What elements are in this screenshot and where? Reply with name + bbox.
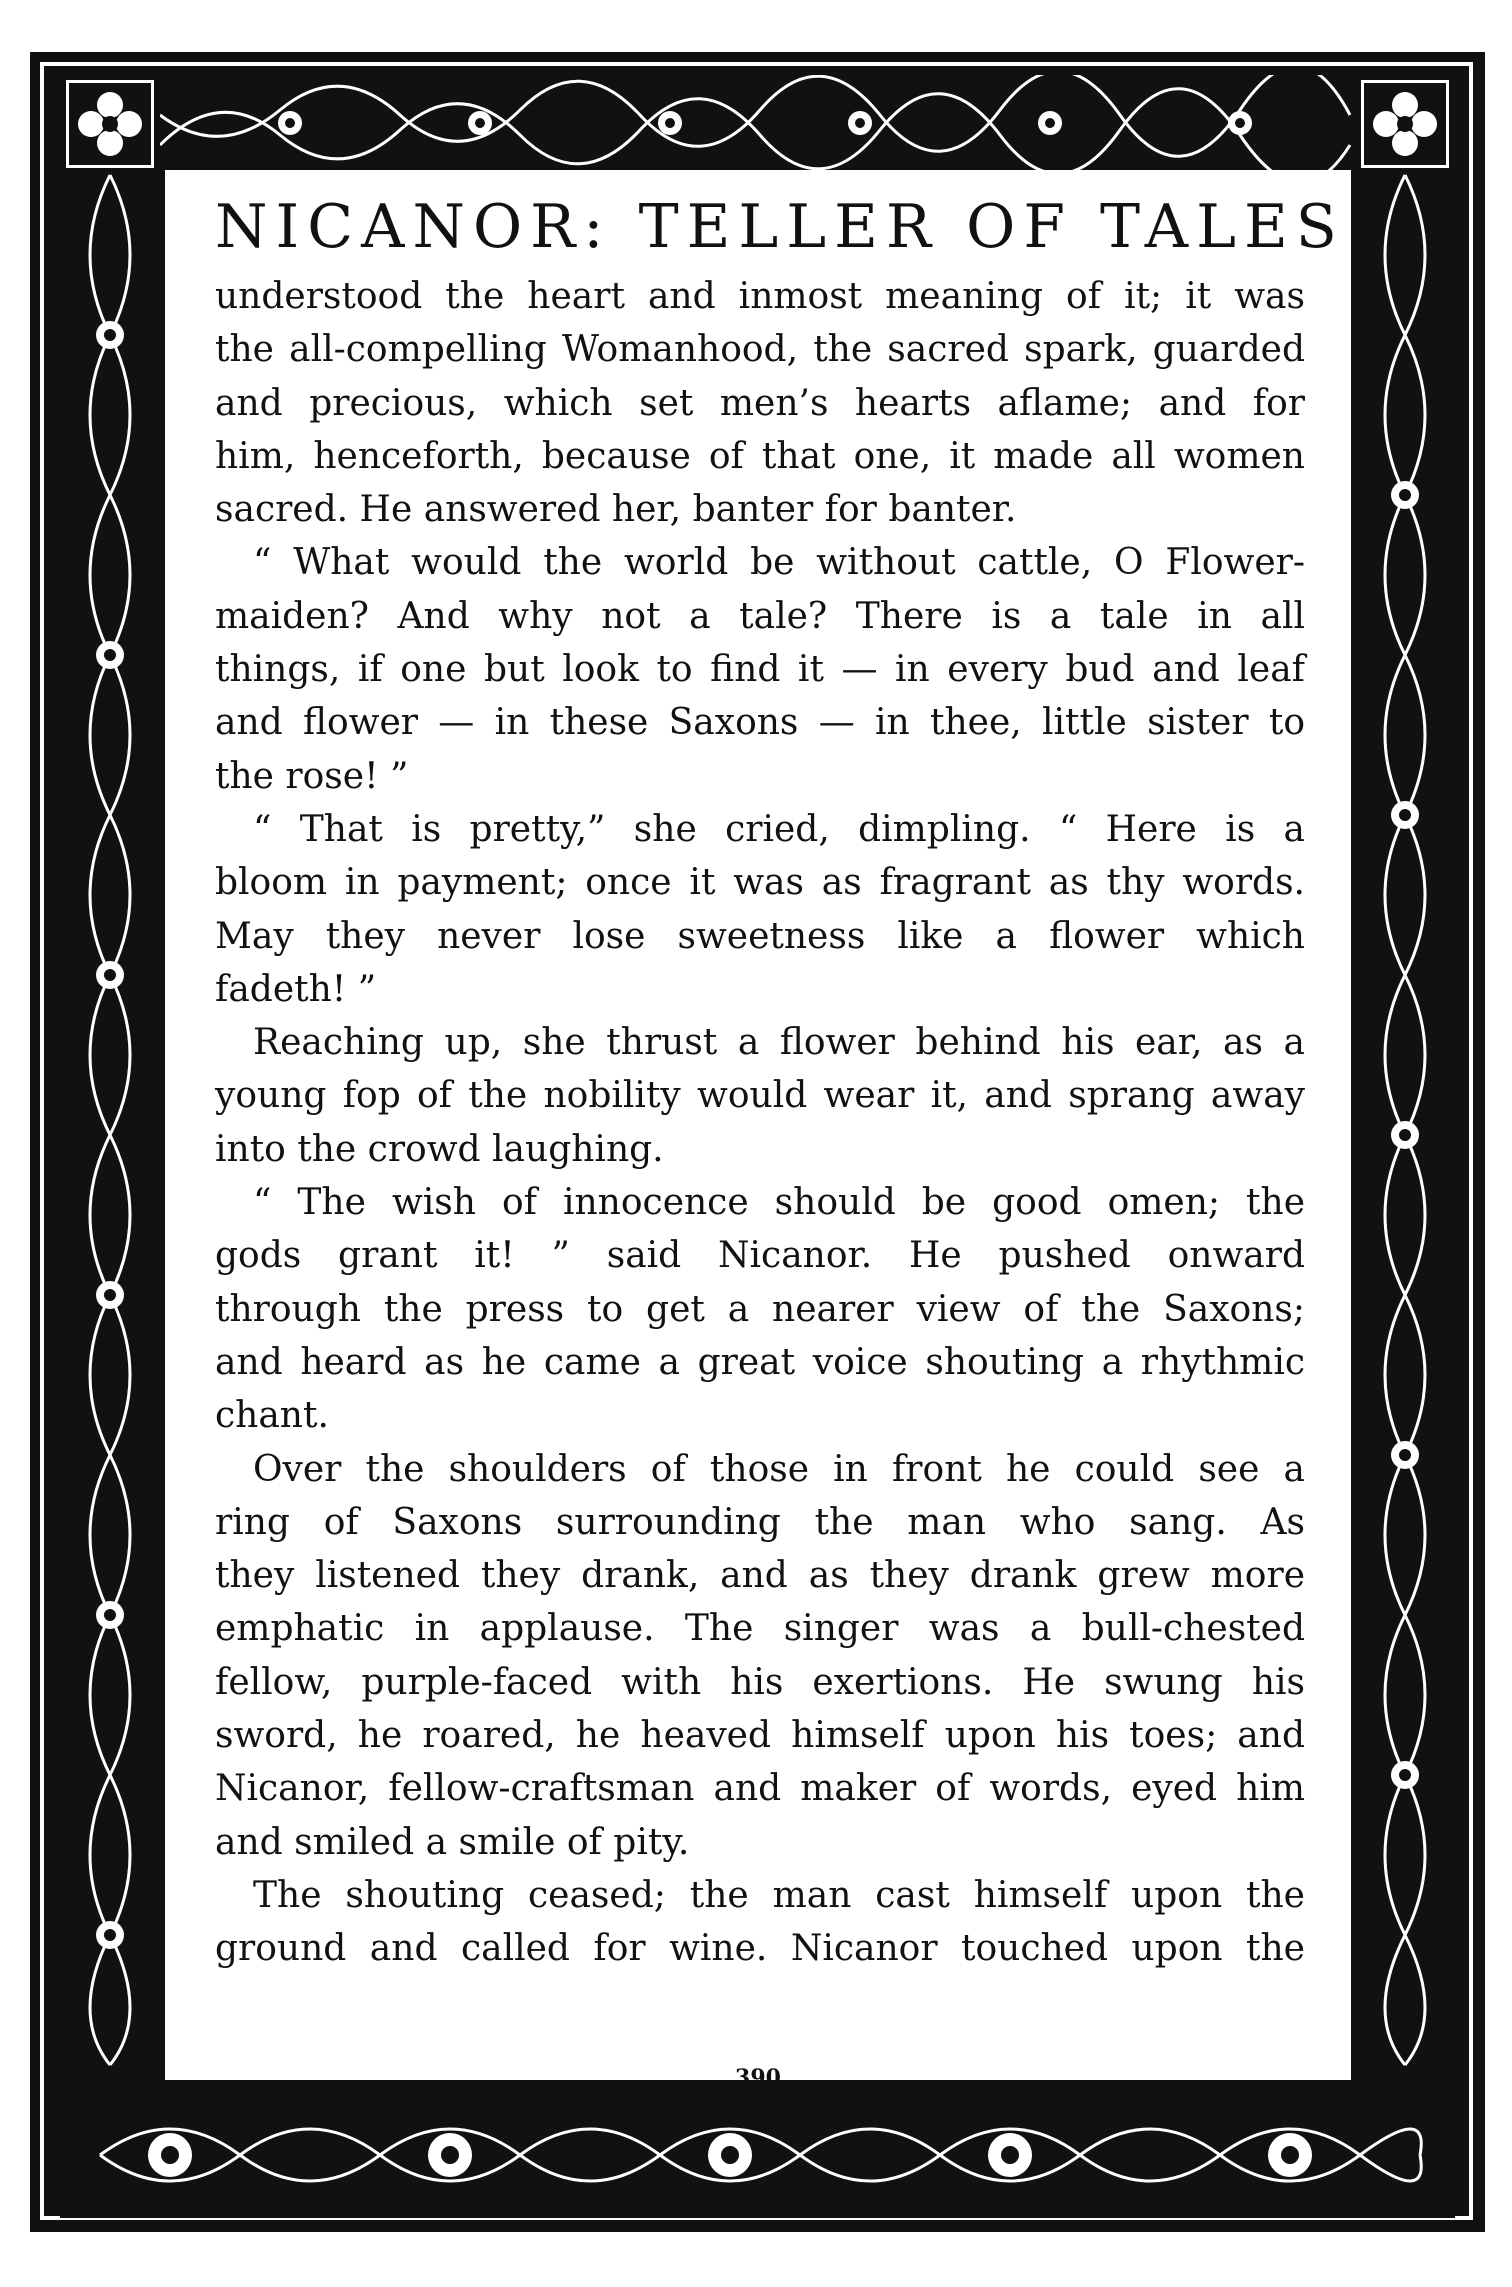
top-floral-border	[60, 75, 1455, 170]
text-line: into the crowd laughing.	[215, 1128, 664, 1170]
text-line: and precious, which set men’s hearts aflame; and for	[215, 382, 1305, 424]
text-line: May they never lose sweetness like a flower which	[215, 915, 1305, 957]
text-line: The shouting ceased; the man cast himself upon the	[253, 1874, 1305, 1916]
text-line: chant.	[215, 1395, 329, 1437]
bottom-floral-border	[60, 2093, 1455, 2218]
text-line: maiden? And why not a tale? There is a tale in all	[215, 595, 1305, 637]
text-line: bloom in payment; once it was as fragrant as thy words.	[215, 862, 1305, 904]
text-line: Nicanor, fellow-craftsman and maker of words, eyed him	[215, 1768, 1305, 1810]
text-line: fadeth! ”	[215, 968, 377, 1010]
top-left-corner-rosette	[66, 80, 154, 168]
text-line: “ The wish of innocence should be good omen; the	[253, 1182, 1305, 1224]
right-floral-border	[1355, 75, 1455, 2093]
text-line: and heard as he came a great voice shouting a rhythmic	[215, 1341, 1305, 1383]
text-line: understood the heart and inmost meaning of it; it was	[215, 276, 1305, 317]
text-line: and flower — in these Saxons — in thee, little sister to	[215, 702, 1305, 744]
text-line: Over the shoulders of those in front he could see a	[253, 1448, 1305, 1490]
text-line: they listened they drank, and as they drank grew more	[215, 1555, 1305, 1597]
text-line: “ That is pretty,” she cried, dimpling. “ Here is a	[253, 808, 1305, 850]
text-line: sword, he roared, he heaved himself upon his toes; and	[215, 1715, 1305, 1757]
text-line: things, if one but look to find it — in every bud and leaf	[215, 649, 1305, 691]
body-text	[215, 270, 1305, 1976]
text-line: gods grant it! ” said Nicanor. He pushed onward	[215, 1235, 1305, 1277]
text-line: ring of Saxons surrounding the man who sang. As	[215, 1501, 1305, 1543]
top-right-corner-rosette	[1361, 80, 1449, 168]
text-line: ground and called for wine. Nicanor touched upon the	[215, 1928, 1305, 1970]
page-number: 390	[735, 2065, 781, 2091]
text-line: fellow, purple-faced with his exertions. He swung his	[215, 1661, 1305, 1703]
text-line: young fop of the nobility would wear it, and sprang away	[215, 1075, 1305, 1117]
text-line: Reaching up, she thrust a flower behind his ear, as a	[253, 1022, 1305, 1064]
text-line: “ What would the world be without cattle, O Flower-	[253, 542, 1305, 584]
text-line: and smiled a smile of pity.	[215, 1821, 690, 1863]
page-text-panel	[162, 170, 1354, 2091]
text-line: emphatic in applause. The singer was a bull-chested	[215, 1608, 1305, 1650]
text-line: through the press to get a nearer view of the Saxons;	[215, 1288, 1305, 1330]
running-title: NICANOR: TELLER OF TALES	[215, 192, 1345, 262]
text-line: the all-compelling Womanhood, the sacred spark, guarded	[215, 329, 1305, 371]
left-floral-border	[60, 75, 160, 2093]
text-line: sacred. He answered her, banter for banter.	[215, 489, 1017, 531]
text-line: him, henceforth, because of that one, it made all women	[215, 435, 1305, 477]
text-line: the rose! ”	[215, 755, 409, 797]
